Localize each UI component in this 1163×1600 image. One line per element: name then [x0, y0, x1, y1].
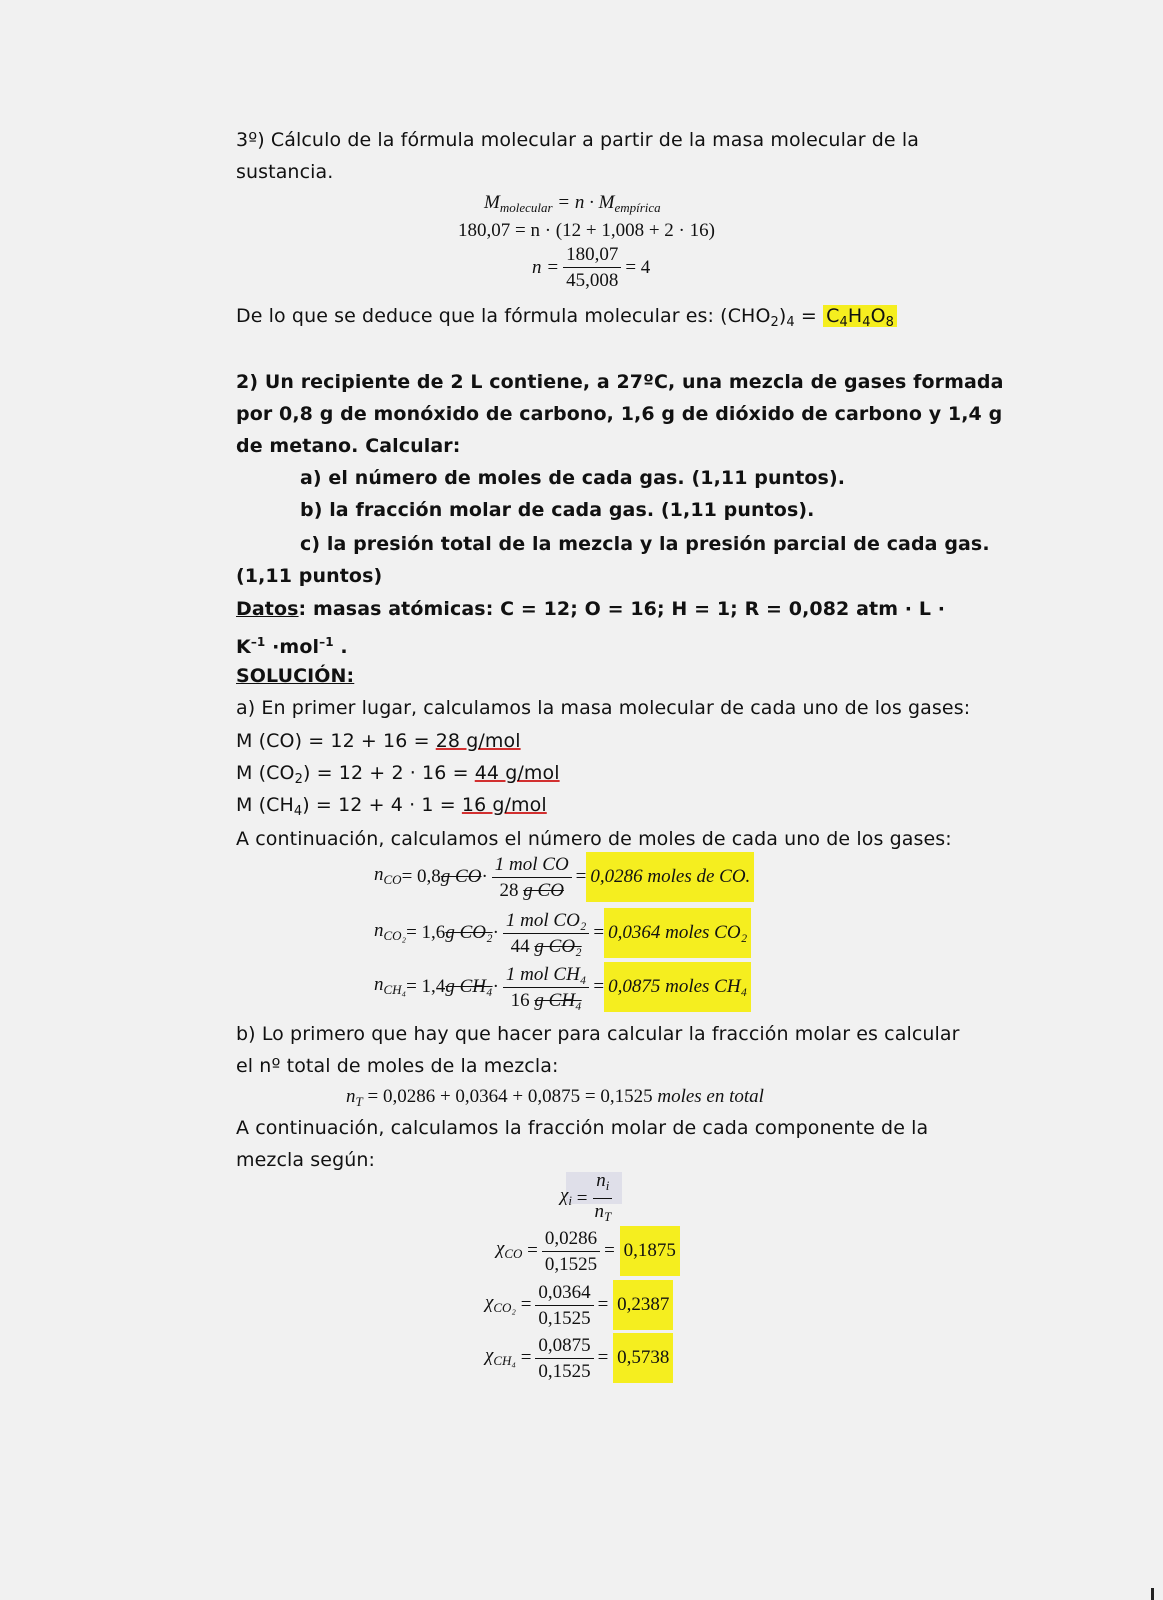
problem2-line3: de metano. Calcular:: [236, 435, 461, 457]
section3-heading-line2: sustancia.: [236, 161, 334, 183]
scan-edge-mark: [1151, 1588, 1154, 1600]
moles-intro: A continuación, calculamos el número de moles de cada uno de los gases:: [236, 828, 952, 850]
solution-b-intro-line1: b) Lo primero que hay que hacer para calcular la fracción molar es calcular: [236, 1023, 960, 1045]
moles-ch4-equation: $n_{CH_4}$ = 1,4 g CH₄ · $\frac{\text{1 mol CH₄}}{\text{16 g CH₄}}$ = 0,0875 moles CH₄: [374, 962, 751, 1012]
molar-mass-co: M (CO) = 12 + 16 = 28 g/mol: [236, 730, 521, 752]
moles-co-equation: $n_{CO}$ = 0,8 g CO · $\frac{\text{1 mol CO}}{\text{28 g CO}}$ = 0,0286 moles de CO.: [374, 852, 754, 902]
mole-fraction-ch4-value: 0,5738: [613, 1333, 673, 1383]
problem2-line2: por 0,8 g de monóxido de carbono, 1,6 g de dióxido de carbono y 1,4 g: [236, 403, 1003, 425]
solution-a-intro: a) En primer lugar, calculamos la masa molecular de cada uno de los gases:: [236, 697, 971, 719]
moles-ch4-result: 0,0875 moles CH₄: [604, 962, 751, 1012]
mole-fraction-co-value: 0,1875: [620, 1226, 680, 1276]
mole-fraction-formula: $\chi_i$ = $\frac{n_i}{n_T}$: [560, 1170, 612, 1224]
moles-co-result: 0,0286 moles de CO.: [586, 852, 754, 902]
section3-heading-line1: 3º) Cálculo de la fórmula molecular a partir de la masa molecular de la: [236, 129, 919, 151]
moles-co2-equation: $n_{CO_2}$ = 1,6 g CO₂ · $\frac{\text{1 mol CO₂}}{\text{44 g CO₂}}$ = 0,0364 moles CO₂: [374, 908, 751, 958]
mole-fraction-co2-value: 0,2387: [613, 1280, 673, 1330]
molar-mass-ch4: M $(CH_4) = 12 + 4 \cdot 1 = 16$ g/mol: [236, 794, 547, 819]
datos-line2: $K^{-1} \cdot mol^{-1}$ .: [236, 635, 348, 658]
problem2-item-c-points: (1,11 puntos): [236, 565, 383, 587]
mole-fraction-ch4: $\chi_{CH_4}$ = $\frac{0,0875}{0,1525}$ = 0,5738: [485, 1333, 673, 1383]
solution-heading: SOLUCIÓN:: [236, 665, 355, 687]
molecular-formula-highlight: $C_4H_4O_8$: [823, 305, 897, 327]
problem2-item-a: a) el número de moles de cada gas. (1,11 puntos).: [300, 467, 846, 489]
moles-co2-result: 0,0364 moles CO₂: [604, 908, 751, 958]
equation-substitution: 180,07 = n · (12 + 1,008 + 2 · 16): [458, 220, 715, 241]
mole-fraction-co: $\chi_{CO}$ = $\frac{0,0286}{0,1525}$ = 0,1875: [496, 1226, 680, 1276]
solution-b-intro-line2: el nº total de moles de la mezcla:: [236, 1055, 559, 1077]
molecular-formula-conclusion: De lo que se deduce que la fórmula molecular es: $(CHO_2)_4 = C_4H_4O_8$: [236, 304, 897, 335]
equation-molecular-mass: $M_{molecular} = n \cdot M_{empírica}$: [484, 192, 661, 215]
equation-n-value: n = $\frac{180,07}{45,008}$ = 4: [532, 244, 651, 291]
problem2-item-b: b) la fracción molar de cada gas. (1,11 puntos).: [300, 499, 815, 521]
molar-mass-co2: M $(CO_2) = 12 + 2 \cdot 16 = 44$ g/mol: [236, 762, 560, 787]
datos-line1: Datos: masas atómicas: C = 12; O = 16; H = 1; R = 0,082 atm · L ·: [236, 598, 946, 620]
fraction-intro-line1: A continuación, calculamos la fracción molar de cada componente de la: [236, 1117, 929, 1139]
fraction-intro-line2: mezcla según:: [236, 1149, 376, 1171]
total-moles-equation: $n_T = 0,0286 + 0,0364 + 0,0875 = 0,1525$ moles en total: [346, 1086, 764, 1109]
mole-fraction-co2: $\chi_{CO_2}$ = $\frac{0,0364}{0,1525}$ = 0,2387: [485, 1280, 673, 1330]
problem2-item-c: c) la presión total de la mezcla y la presión parcial de cada gas.: [300, 533, 990, 555]
problem2-line1: 2) Un recipiente de 2 L contiene, a 27ºC, una mezcla de gases formada: [236, 371, 1004, 393]
